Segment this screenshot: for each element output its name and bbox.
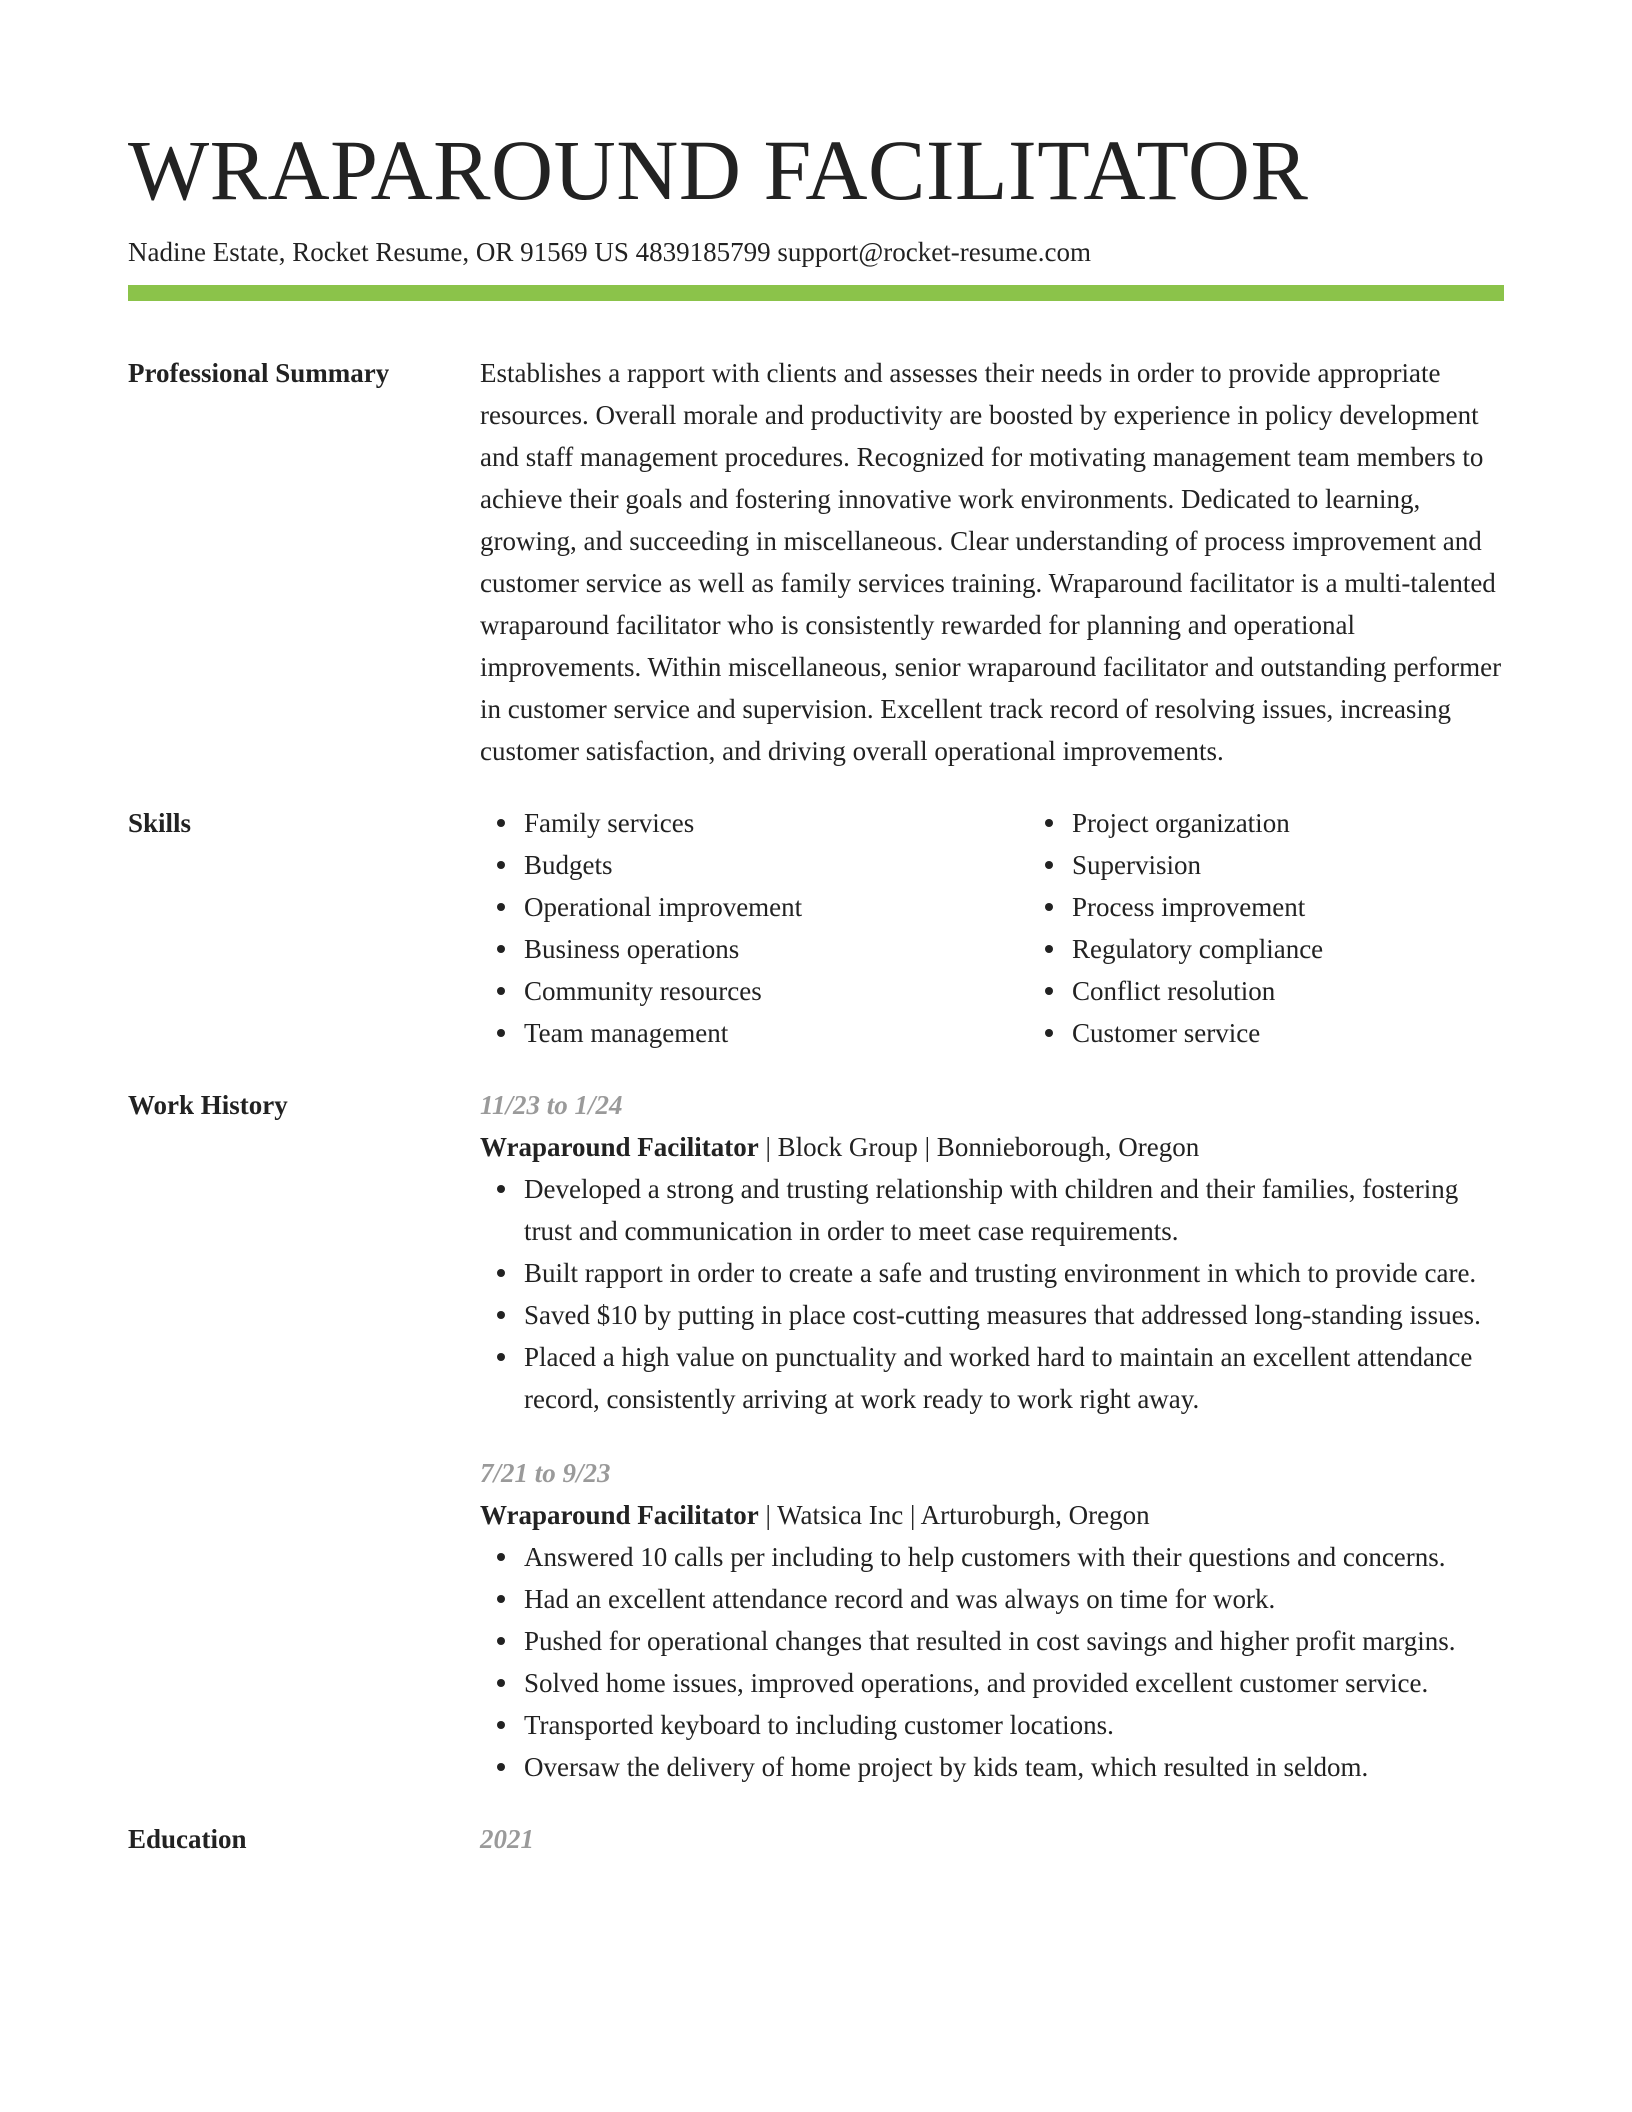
skill-item: Regulatory compliance xyxy=(1072,928,1576,970)
job-heading xyxy=(480,1494,1504,1536)
skill-item: Business operations xyxy=(524,928,1028,970)
job-bullet: Built rapport in order to create a safe and trusting environment in which to provide care. xyxy=(524,1252,1504,1294)
job-bullet: Saved $10 by putting in place cost-cutting measures that addressed long-standing issues. xyxy=(524,1294,1504,1336)
skills-section xyxy=(128,802,1504,1054)
accent-divider xyxy=(128,285,1504,301)
skills-column-right xyxy=(1028,802,1576,1054)
job-bullet: Developed a strong and trusting relationship with children and their families, fostering trust and communication in order to meet case requirements. xyxy=(524,1168,1504,1252)
skill-item: Conflict resolution xyxy=(1072,970,1576,1012)
job-entry xyxy=(480,1452,1504,1788)
education-section xyxy=(128,1818,1504,1860)
job-bullet: Had an excellent attendance record and was always on time for work. xyxy=(524,1578,1504,1620)
skill-item: Budgets xyxy=(524,844,1028,886)
job-bullet: Pushed for operational changes that resulted in cost savings and higher profit margins. xyxy=(524,1620,1504,1662)
job-title: Wraparound Facilitator xyxy=(480,1132,759,1162)
skill-item: Operational improvement xyxy=(524,886,1028,928)
job-bullet: Oversaw the delivery of home project by kids team, which resulted in seldom. xyxy=(524,1746,1504,1788)
skill-item: Community resources xyxy=(524,970,1028,1012)
job-bullet: Transported keyboard to including customer locations. xyxy=(524,1704,1504,1746)
education-year: 2021 xyxy=(480,1824,534,1854)
job-dates: 11/23 to 1/24 xyxy=(480,1090,623,1120)
job-company-location: | Watsica Inc | Arturoburgh, Oregon xyxy=(758,1500,1150,1530)
skill-item: Supervision xyxy=(1072,844,1576,886)
work-history-section xyxy=(128,1084,1504,1788)
section-label-summary: Professional Summary xyxy=(128,358,390,388)
job-dates: 7/21 to 9/23 xyxy=(480,1458,611,1488)
job-company-location: | Block Group | Bonnieborough, Oregon xyxy=(758,1132,1200,1162)
professional-summary-section xyxy=(128,352,1504,772)
work-history-body xyxy=(480,1084,1504,1788)
skill-item: Customer service xyxy=(1072,1012,1576,1054)
skills-grid xyxy=(480,802,1576,1054)
job-bullet: Placed a high value on punctuality and worked hard to maintain an excellent attendance record, consistently arriving at work ready to work right away. xyxy=(524,1336,1504,1420)
job-bullet: Answered 10 calls per including to help customers with their questions and concerns. xyxy=(524,1536,1504,1578)
resume-name: WRAPAROUND FACILITATOR xyxy=(128,122,1309,218)
summary-text: Establishes a rapport with clients and assesses their needs in order to provide appropriate resources. Overall morale and productivity are boosted by experience in policy development and staff management procedures. Recognized for motivating management team members to achieve their goals and fostering innovative work environments. Dedicated to learning, growing, and succeeding in miscellaneous. Clear understanding of process improvement and customer service as well as family services training. Wraparound facilitator is a multi-talented wraparound facilitator who is consistently rewarded for planning and operational improvements. Within miscellaneous, senior wraparound facilitator and outstanding performer in customer service and supervision. Excellent track record of resolving issues, increasing customer satisfaction, and driving overall operational improvements. xyxy=(480,358,1502,766)
section-label-work: Work History xyxy=(128,1090,288,1120)
job-entry xyxy=(480,1084,1504,1420)
skill-item: Project organization xyxy=(1072,802,1576,844)
resume-page xyxy=(128,0,1504,1860)
section-label-skills: Skills xyxy=(128,808,192,838)
job-title: Wraparound Facilitator xyxy=(480,1500,759,1530)
job-bullets xyxy=(480,1536,1504,1788)
education-body xyxy=(480,1818,1504,1860)
job-heading xyxy=(480,1126,1504,1168)
skill-item: Family services xyxy=(524,802,1028,844)
job-bullets xyxy=(480,1168,1504,1420)
contact-line: Nadine Estate, Rocket Resume, OR 91569 US 4839185799 support@rocket-resume.com xyxy=(128,237,1091,267)
skill-item: Process improvement xyxy=(1072,886,1576,928)
skill-item: Team management xyxy=(524,1012,1028,1054)
job-bullet: Solved home issues, improved operations, and provided excellent customer service. xyxy=(524,1662,1504,1704)
skills-column-left xyxy=(480,802,1028,1054)
section-label-education: Education xyxy=(128,1824,247,1854)
